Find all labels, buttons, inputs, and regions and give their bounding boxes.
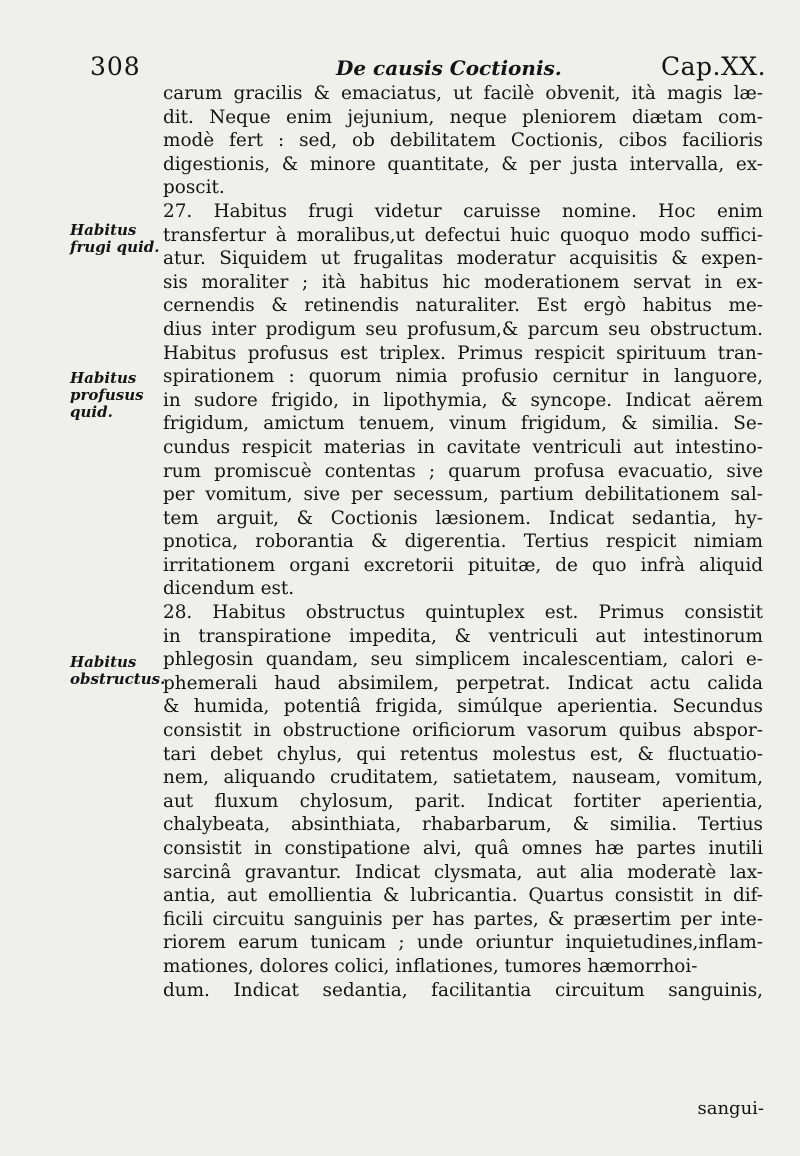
margin-note-habitus-frugi	[70, 222, 162, 256]
text-line: poscit.	[163, 177, 225, 199]
margin-note-line: Habitus	[70, 653, 137, 671]
text-line: antia, aut emollientia & lubricantia. Quartus consistit in dif-	[163, 885, 763, 907]
text-line: transfertur à moralibus,ut defectui huic quoquo modo suffici-	[163, 224, 763, 246]
text-line: carum gracilis & emaciatus, ut facilè obvenit, ità magis læ-	[163, 83, 763, 104]
catchword: sangui-	[697, 1098, 764, 1119]
text-line: 27. Habitus frugi videtur caruisse nomine. Hoc enim	[163, 200, 763, 222]
page-number: 308	[90, 52, 141, 81]
text-line: dum. Indicat sedantia, facilitantia circuitum sanguinis,	[163, 979, 763, 1001]
margin-note-habitus-profusus	[70, 370, 162, 421]
text-line: sis moraliter ; ità habitus hic moderationem servat in ex-	[163, 271, 763, 293]
running-title: De causis Coctionis.	[336, 56, 562, 80]
margin-note-line: quid.	[70, 403, 113, 421]
text-line: modè fert : sed, ob debilitatem Coctionis, cibos facilioris	[163, 130, 763, 152]
text-line: phemerali haud absimilem, perpetrat. Indicat actu calida	[163, 672, 763, 694]
text-line: atur. Siquidem ut frugalitas moderatur acquisitis & expen-	[163, 248, 763, 270]
margin-note-line: Habitus	[70, 221, 137, 239]
text-line: dit. Neque enim jejunium, neque pleniorem diætam com-	[163, 106, 763, 128]
text-line: dicendum est.	[163, 578, 295, 600]
text-line: riorem earum tunicam ; unde oriuntur inquietudines,inflam-	[163, 932, 763, 954]
chapter-label: Cap.XX.	[661, 52, 767, 81]
text-line: per vomitum, sive per secessum, partium debilitationem sal-	[163, 484, 763, 506]
text-line: in sudore frigido, in lipothymia, & syncope. Indicat aërem	[163, 389, 763, 411]
text-line: phlegosin quandam, seu simplicem incalescentiam, calori e-	[163, 649, 763, 671]
text-line: rum promiscuè contentas ; quarum profusa evacuatio, sive	[163, 460, 763, 482]
margin-note-line: obstructus.	[70, 670, 166, 688]
text-line: irritationem organi excretorii pituitæ, de quo infrà aliquid	[163, 554, 763, 576]
text-line: consistit in constipatione alvi, quâ omnes hæ partes inutili	[163, 838, 763, 859]
text-line: 28. Habitus obstructus quintuplex est. Primus consistit	[163, 602, 763, 624]
text-line: digestionis, & minore quantitate, & per justa intervalla, ex-	[163, 153, 763, 175]
text-line: chalybeata, absinthiata, rhabarbarum, & similia. Tertius	[163, 814, 763, 836]
text-line: frigidum, amictum tenuem, vinum frigidum, & similia. Se-	[163, 413, 763, 435]
text-line: consistit in obstructione orificiorum vasorum quibus abspor-	[163, 720, 763, 742]
text-line: in transpiratione impedita, & ventriculi aut intestinorum	[163, 625, 763, 647]
margin-note-line: profusus	[70, 386, 144, 404]
text-line: sarcinâ gravantur. Indicat clysmata, aut alia moderatè lax-	[163, 861, 763, 883]
text-line: aut fluxum chylosum, parit. Indicat fortiter aperientia,	[163, 790, 763, 812]
text-line: ficili circuitu sanguinis per has partes, & præsertim per inte-	[163, 908, 763, 930]
text-line: pnotica, roborantia & digerentia. Tertius respicit nimiam	[163, 531, 763, 553]
text-line: tari debet chylus, qui retentus molestus est, & fluctuatio-	[163, 743, 763, 765]
margin-note-habitus-obstructus	[70, 653, 166, 688]
text-line: cernendis & retinendis naturaliter. Est ergò habitus me-	[163, 295, 763, 317]
margin-note-line: frugi quid.	[70, 238, 160, 256]
text-line: cundus respicit materias in cavitate ventriculi aut intestino-	[163, 436, 763, 458]
text-line: & humida, potentiâ frigida, simúlque aperientia. Secundus	[163, 696, 763, 718]
text-line: spirationem : quorum nimia profusio cernitur in languore,	[163, 366, 763, 388]
text-line: dius inter prodigum seu profusum,& parcum seu obstructum.	[163, 318, 763, 340]
text-line: tem arguit, & Coctionis læsionem. Indicat sedantia, hy-	[163, 507, 763, 529]
margin-note-line: Habitus	[70, 369, 137, 387]
text-line: mationes, dolores colici, inflationes, tumores hæmorrhoi-	[163, 955, 698, 977]
text-line: Habitus profusus est triplex. Primus respicit spirituum tran-	[163, 342, 763, 364]
text-line: nem, aliquando cruditatem, satietatem, nauseam, vomitum,	[163, 767, 763, 789]
body-text	[163, 82, 763, 1002]
